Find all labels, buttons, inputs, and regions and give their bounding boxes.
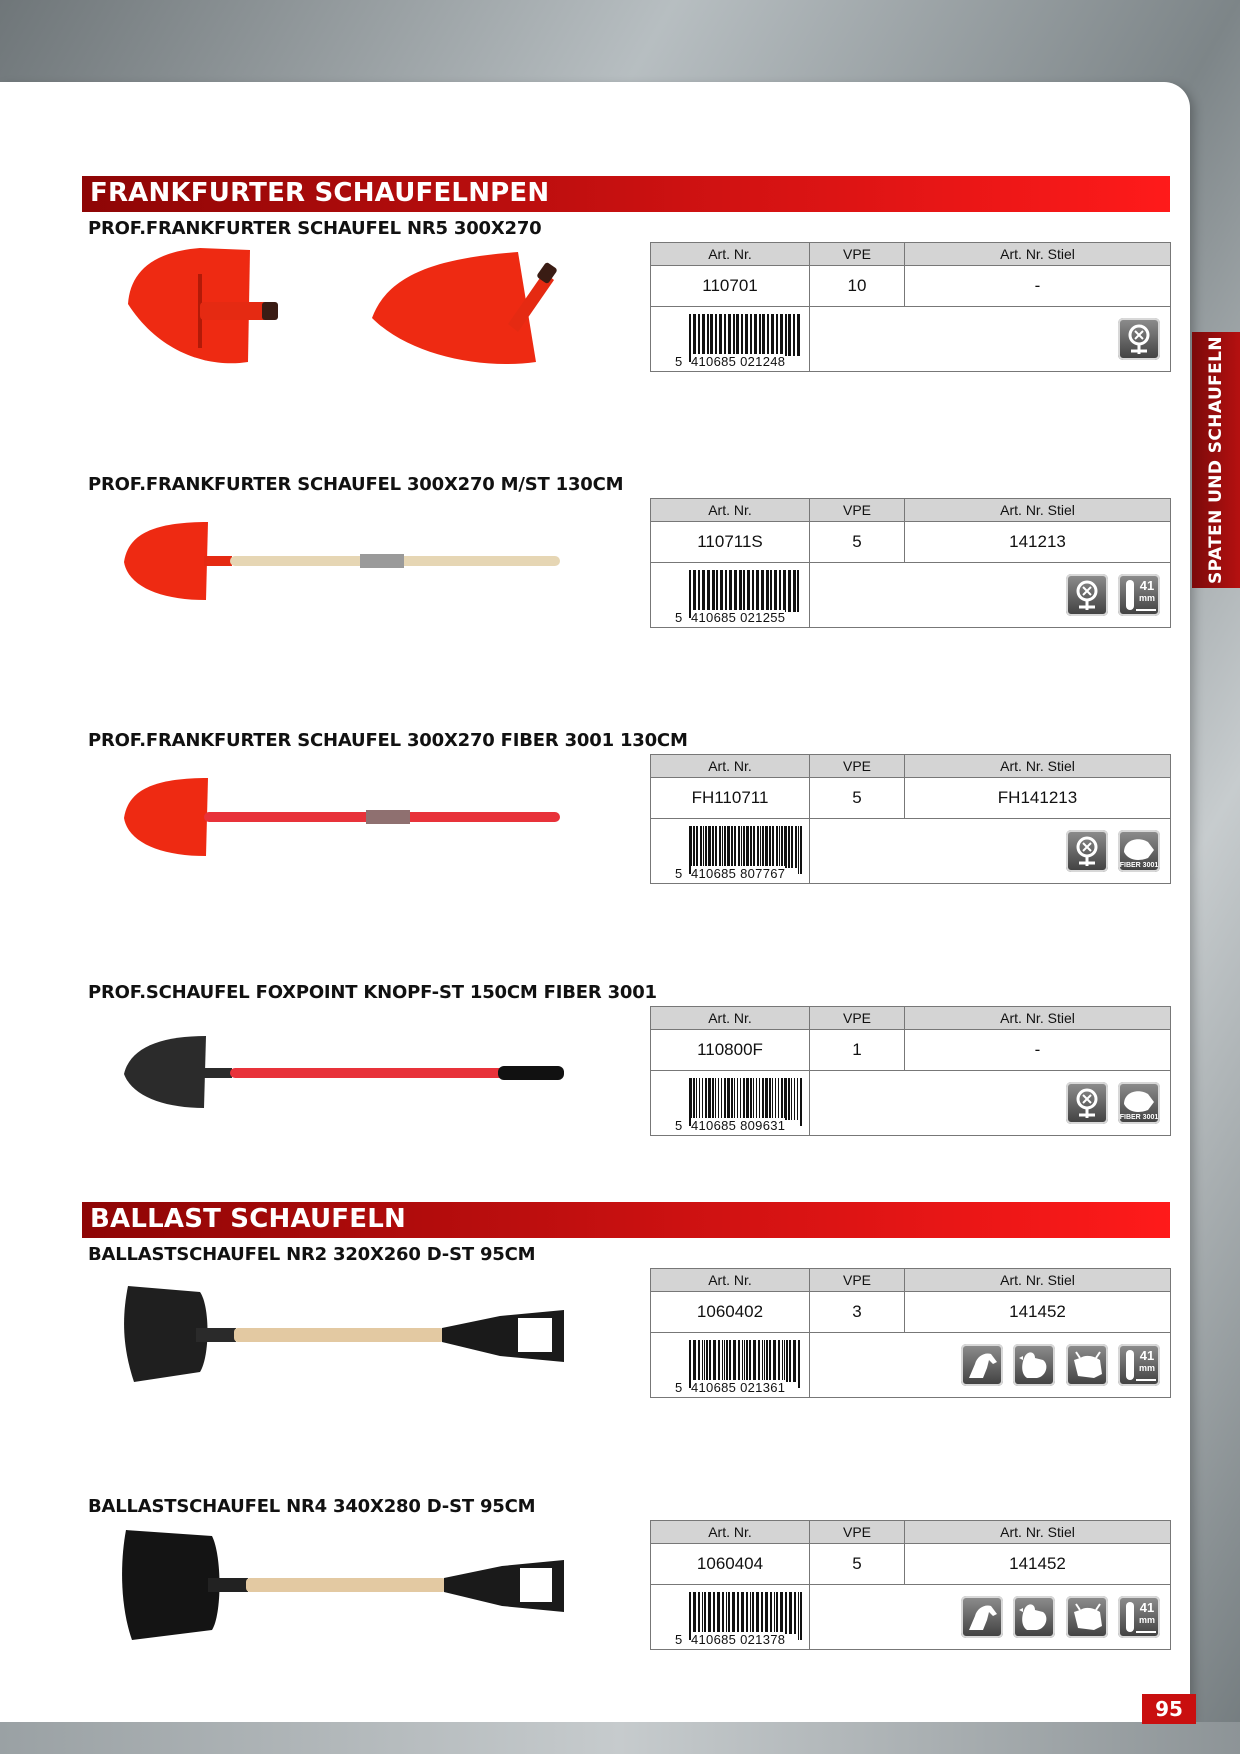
shovel-image	[120, 516, 580, 606]
bottom-strip	[0, 1722, 1240, 1754]
side-tab	[1192, 332, 1240, 588]
shovel-image	[120, 1276, 580, 1396]
shovel-image	[120, 1526, 580, 1646]
barcode-cell	[651, 1071, 810, 1136]
header-vpe: VPE	[810, 1007, 905, 1030]
barcode: 5 410685 807767	[651, 820, 809, 882]
header-stiel: Art. Nr. Stiel	[905, 1269, 1171, 1292]
header-art-nr: Art. Nr.	[651, 499, 810, 522]
header-vpe: VPE	[810, 243, 905, 266]
section-title: FRANKFURTER SCHAUFELNPEN	[90, 178, 550, 208]
cow-icon	[1066, 1596, 1108, 1638]
shovel-standard-icon	[1066, 830, 1108, 872]
header-vpe: VPE	[810, 499, 905, 522]
product-table	[650, 1006, 1171, 1136]
art-nr-value: 110701	[651, 266, 810, 307]
chicken-icon	[1013, 1344, 1055, 1386]
barcode: 5 410685 021248	[651, 308, 809, 370]
header-art-nr: Art. Nr.	[651, 243, 810, 266]
barcode-cell	[651, 307, 810, 372]
art-nr-value: 110711S	[651, 522, 810, 563]
shovel-image-front	[120, 244, 290, 374]
header-stiel: Art. Nr. Stiel	[905, 1007, 1171, 1030]
feature-icons	[810, 1071, 1171, 1136]
stiel-value: 141452	[905, 1292, 1171, 1333]
vpe-value: 3	[810, 1292, 905, 1333]
art-nr-value: 1060402	[651, 1292, 810, 1333]
header-stiel: Art. Nr. Stiel	[905, 243, 1171, 266]
header-art-nr: Art. Nr.	[651, 755, 810, 778]
header-art-nr: Art. Nr.	[651, 1269, 810, 1292]
stiel-value: 141213	[905, 522, 1171, 563]
vpe-value: 5	[810, 1544, 905, 1585]
feature-icons	[810, 1333, 1171, 1398]
horse-icon	[961, 1344, 1003, 1386]
stiel-value: -	[905, 266, 1171, 307]
feature-icons	[810, 1585, 1171, 1650]
art-nr-value: FH110711	[651, 778, 810, 819]
shovel-standard-icon	[1118, 318, 1160, 360]
barcode-cell	[651, 1585, 810, 1650]
header-stiel: Art. Nr. Stiel	[905, 1521, 1171, 1544]
barcode: 5 410685 021255	[651, 564, 809, 626]
header-stiel: Art. Nr. Stiel	[905, 499, 1171, 522]
product-title: PROF.FRANKFURTER SCHAUFEL 300X270 M/ST 130CM	[88, 474, 624, 495]
fiber-handle-icon: FIBER 3001	[1118, 1082, 1160, 1124]
horse-icon	[961, 1596, 1003, 1638]
header-art-nr: Art. Nr.	[651, 1521, 810, 1544]
barcode-cell	[651, 563, 810, 628]
product-table	[650, 1268, 1171, 1398]
section-title: BALLAST SCHAUFELN	[90, 1204, 406, 1234]
handle-diameter-icon: 41 mm	[1118, 1596, 1160, 1638]
stiel-value: 141452	[905, 1544, 1171, 1585]
shovel-image-side	[368, 244, 568, 374]
product-title: BALLASTSCHAUFEL NR4 340X280 D-ST 95CM	[88, 1496, 536, 1517]
header-vpe: VPE	[810, 1269, 905, 1292]
product-table	[650, 1520, 1171, 1650]
barcode-cell	[651, 819, 810, 884]
handle-diameter-icon: 41 mm	[1118, 1344, 1160, 1386]
header-vpe: VPE	[810, 755, 905, 778]
product-title: PROF.FRANKFURTER SCHAUFEL 300X270 FIBER 3001 130CM	[88, 730, 688, 751]
vpe-value: 10	[810, 266, 905, 307]
product-title: BALLASTSCHAUFEL NR2 320X260 D-ST 95CM	[88, 1244, 536, 1265]
product-title: PROF.FRANKFURTER SCHAUFEL NR5 300X270	[88, 218, 542, 239]
section-header	[82, 1202, 1170, 1238]
feature-icons	[810, 819, 1171, 884]
chicken-icon	[1013, 1596, 1055, 1638]
art-nr-value: 1060404	[651, 1544, 810, 1585]
art-nr-value: 110800F	[651, 1030, 810, 1071]
vpe-value: 5	[810, 522, 905, 563]
barcode-cell	[651, 1333, 810, 1398]
shovel-standard-icon	[1066, 1082, 1108, 1124]
feature-icons	[810, 563, 1171, 628]
product-table	[650, 754, 1171, 884]
handle-diameter-icon: 41 mm	[1118, 574, 1160, 616]
header-art-nr: Art. Nr.	[651, 1007, 810, 1030]
fiber-handle-icon: FIBER 3001	[1118, 830, 1160, 872]
vpe-value: 5	[810, 778, 905, 819]
shovel-image	[120, 1024, 580, 1114]
header-vpe: VPE	[810, 1521, 905, 1544]
barcode: 5 410685 809631	[651, 1072, 809, 1134]
section-header	[82, 176, 1170, 212]
header-stiel: Art. Nr. Stiel	[905, 755, 1171, 778]
shovel-standard-icon	[1066, 574, 1108, 616]
barcode: 5 410685 021378	[651, 1586, 809, 1648]
stiel-value: -	[905, 1030, 1171, 1071]
product-table	[650, 242, 1171, 372]
barcode: 5 410685 021361	[651, 1334, 809, 1396]
vpe-value: 1	[810, 1030, 905, 1071]
cow-icon	[1066, 1344, 1108, 1386]
shovel-image	[120, 772, 580, 862]
page-number: 95	[1142, 1694, 1196, 1724]
product-title: PROF.SCHAUFEL FOXPOINT KNOPF-ST 150CM FIBER 3001	[88, 982, 657, 1003]
stiel-value: FH141213	[905, 778, 1171, 819]
product-table	[650, 498, 1171, 628]
side-tab-label: SPATEN UND SCHAUFELN	[1206, 335, 1227, 585]
feature-icons	[810, 307, 1171, 372]
